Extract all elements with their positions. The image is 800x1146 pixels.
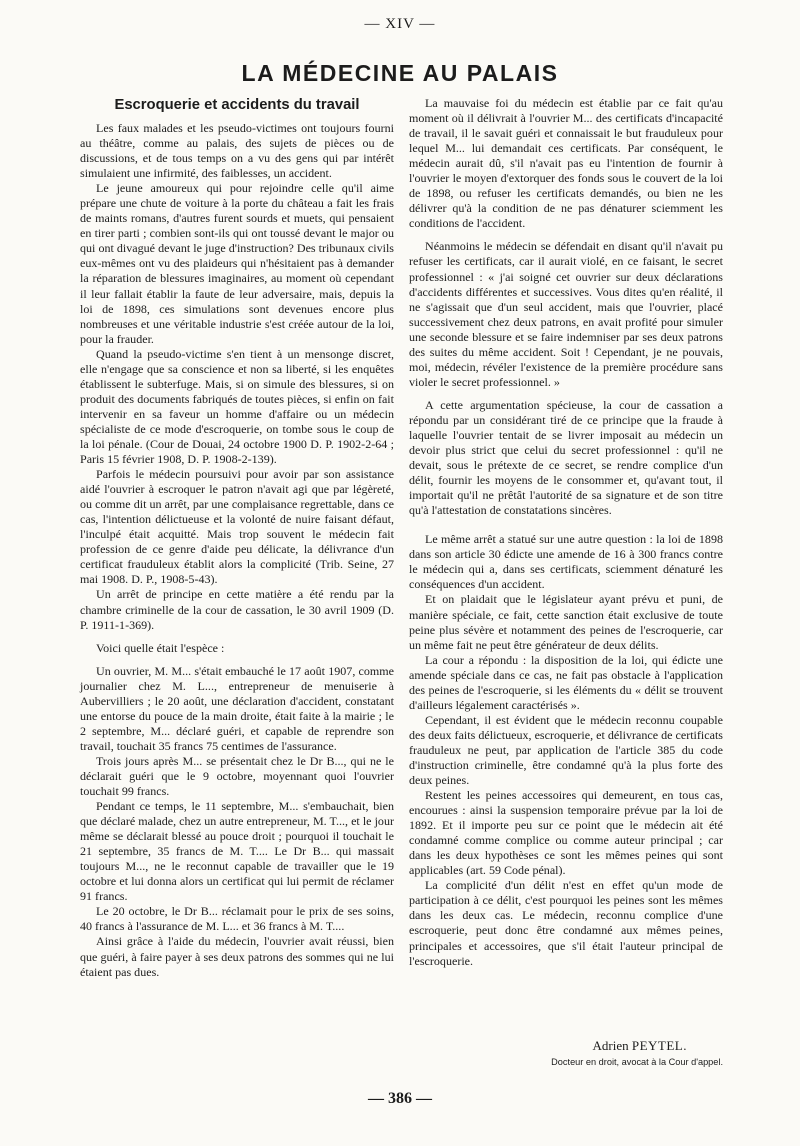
- section-title: LA MÉDECINE AU PALAIS: [241, 60, 559, 86]
- paragraph: Les faux malades et les pseudo-victimes ont toujours fourni au théâtre, comme au palais, des sujets de pièces ou de discussions, et de tous temps on a vu des gens qui par intérêt simulaient une infirmité, des faiblesses, un accident.: [80, 121, 394, 181]
- paragraph: Néanmoins le médecin se défendait en disant qu'il n'avait pu refuser les certificats, car il aurait violé, en ce faisant, le secret professionnel : « j'ai soigné cet ouvrier sur deux déclarations d'accidents différentes et successives. Vous dites qu'en réalité, il ne s'agissait que d'un seul accident, mais que l'ouvrier, placé successivement chez deux patrons, en avait profité pour simuler une seconde blessure et se faire indemniser par ses deux patrons des suites du même accident. Soit ! Cependant, je ne pouvais, moi, médecin, révéler l'existence de la première procédure sans violer le secret professionnel. »: [409, 239, 723, 389]
- paragraph: Ainsi grâce à l'aide du médecin, l'ouvrier avait réussi, bien que guéri, à faire payer à ses deux patrons des sommes qui ne lui étaient pas dues.: [80, 934, 394, 979]
- paragraph: Pendant ce temps, le 11 septembre, M... s'embauchait, bien que déclaré malade, chez un autre entrepreneur, M. T..., et le jour même se déclarait blessé au pouce droit ; pourquoi il touchait le 21 septembre, 35 francs de M. T.... Le Dr B... qui massait toujours M..., ne le reconnut capable de travailler que le 19 octobre et lui donna alors un certificat qui lui permit de réclamer 91 francs.: [80, 799, 394, 904]
- paragraph: Parfois le médecin poursuivi pour avoir par son assistance aidé l'ouvrier à escroquer le patron n'avait agi que par légèreté, ou comme dit un arrêt, par une complaisance regrettable, dans ce cas, l'intention délictueuse et la volonté de nuire faisant défaut, l'inculpé était acquitté. Mais trop souvent le médecin fait profession de ce genre d'aide peu délicate, la délivrance d'un certificat frauduleux établit alors la complicité (Trib. Seine, 27 mai 1908. D. P., 1908-5-43).: [80, 467, 394, 587]
- paragraph: Quand la pseudo-victime s'en tient à un mensonge discret, elle n'engage que sa conscience et non sa liberté, si les enquêtes établissent le subterfuge. Mais, si on simule des blessures, si on produit des documents fabriqués de toutes pièces, si enfin on fait intervenir en sa faveur un homme d'affaire ou un médecin spécialiste de ce mode d'escroquerie, on tombe sous le coup de la loi pénale. (Cour de Douai, 24 octobre 1900 D. P. 1902-2-64 ; Paris 15 février 1908, D. P. 1908-2-139).: [80, 346, 394, 467]
- right-column: [409, 96, 723, 969]
- paragraph: Cependant, il est évident que le médecin reconnu coupable des deux faits délictueux, escroquerie, et délivrance de certificats frauduleux ne peut, par application de l'article 385 du code d'instruction criminelle, être condamné qu'à la plus forte des deux peines.: [409, 712, 723, 788]
- author-signature: [409, 1038, 723, 1067]
- article-subtitle: Escroquerie et accidents du travail: [114, 97, 360, 113]
- author-name: [409, 1038, 687, 1054]
- paragraph: La complicité d'un délit n'est en effet qu'un mode de participation à ce délit, c'est pourquoi les peines sont les mêmes dans les deux cas. Le médecin, reconnu complice d'une escroquerie, peut donc être condamné aux mêmes peines, principales et accessoires, que s'il était l'auteur principal de l'escroquerie.: [409, 878, 723, 968]
- page-folio-top: — XIV —: [364, 16, 436, 32]
- paragraph: Le jeune amoureux qui pour rejoindre celle qu'il aime prépare une chute de voiture à la porte du château a fait les frais de maints romans, d'autres furent sourds et muets, qui pensaient en tirer parti ; combien sont-ils qui ont toussé devant le major ou qui ont divagué devant le juge d'instruction? Des tribunaux civils eux-mêmes ont vu des plaideurs qui n'hésitaient pas à demander la réparation de blessures imaginaires, au moment où cependant il leur fallait établir la faute de leur adversaire, mais, depuis la loi de 1898, ces simulations sont devenues encore plus nombreuses et une véritable industrie s'est créée autour de la loi, pour la frauder.: [80, 181, 394, 346]
- paragraph: Un ouvrier, M. M... s'était embauché le 17 août 1907, comme journalier chez M. L..., entrepreneur de menuiserie à Aubervilliers ; le 20 août, une déclaration d'accident, constatant une entorse du pouce de la main droite, était faite à la mairie ; le 2 septembre, M... déclaré guéri, et capable de reprendre son travail, touchait 35 francs 75 centimes de l'assurance.: [80, 663, 394, 753]
- paragraph: La cour a répondu : la disposition de la loi, qui édicte une amende spéciale dans ce cas, ne fait pas obstacle à l'application des peines de l'escroquerie, si les éléments du « délit se trouvent d'ailleurs légalement caractérisés ».: [409, 652, 723, 712]
- paragraph: A cette argumentation spécieuse, la cour de cassation a répondu par un considérant tiré de ce principe que la fraude à laquelle l'ouvrier tentait de se livrer imposait au médecin un devoir plus strict que celui du secret professionnel : qu'il ne devait, sous le prétexte de ce secret, se rendre complice d'un délit, fournir les moyens de le consommer et, qu'avant tout, il importait qu'il ne prêtât l'autorité de sa signature et de son titre qu'à l'attestation de constatations sincères.: [409, 397, 723, 518]
- paragraph: Un arrêt de principe en cette matière a été rendu par la chambre criminelle de la cour de cassation, le 30 avril 1909 (D. P. 1911-1-369).: [80, 587, 394, 632]
- paragraph: Le même arrêt a statué sur une autre question : la loi de 1898 dans son article 30 édicte une amende de 16 à 300 francs contre le médecin qui a, dans ses certificats, sciemment dénaturé les conséquences d'un accident.: [409, 532, 723, 592]
- left-column: [80, 96, 394, 980]
- author-last-name: PEYTEL.: [631, 1038, 687, 1053]
- paragraph: La mauvaise foi du médecin est établie par ce fait qu'au moment où il délivrait à l'ouvrier M... des certificats d'incapacité de travail, il le savait guéri et connaissait le but frauduleux pour lequel M... lui demandait ces certificats. Par conséquent, le médecin aurait dû, s'il n'avait pas eu l'intention de fournir à l'ouvrier le moyen d'extorquer des fonds sous le couvert de la loi de 1898, ou refuser les certificats demandés, ou bien ne les délivrer qu'à la condition de ne pas dénaturer sciemment les conditions de l'accident.: [409, 96, 723, 231]
- paragraph: Restent les peines accessoires qui demeurent, en tous cas, encourues : ainsi la suspension temporaire prévue par la loi de 1892. Et il importe peu sur ce point que le médecin ait été condamné comme complice ou comme auteur principal ; car dans les deux hypothèses ce sont les mêmes peines qui sont applicables (art. 59 Code pénal).: [409, 788, 723, 878]
- paragraph: Le 20 octobre, le Dr B... réclamait pour le prix de ses soins, 40 francs à l'assurance de M. L... et 36 francs à M. T....: [80, 904, 394, 934]
- paragraph: Voici quelle était l'espèce :: [96, 640, 225, 655]
- author-first-name: Adrien: [592, 1038, 629, 1053]
- paragraph: Et on plaidait que le législateur ayant prévu et puni, de manière spéciale, ce fait, cette sanction était exclusive de toute peine plus sévère et notamment des peines de l'escroquerie, car un même fait ne peut être générateur de deux délits.: [409, 592, 723, 652]
- page-folio-bottom: — 386 —: [368, 1090, 432, 1107]
- author-credentials: Docteur en droit, avocat à la Cour d'appel.: [551, 1057, 723, 1067]
- paragraph: Trois jours après M... se présentait chez le Dr B..., qui ne le déclarait guéri que le 9 octobre, moyennant quoi l'ouvrier touchait 99 francs.: [80, 753, 394, 799]
